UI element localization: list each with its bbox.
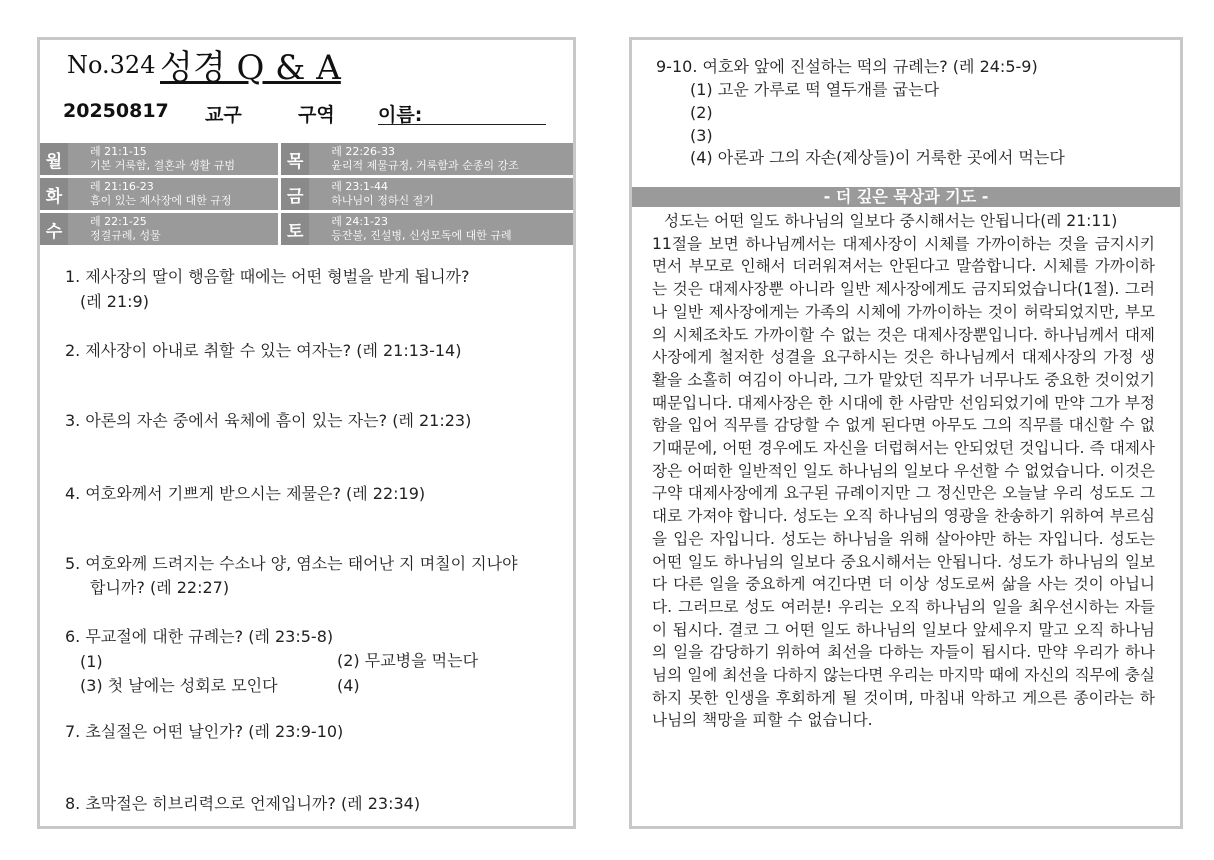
schedule-row <box>40 143 573 175</box>
question-5-cont: 합니까? (레 22:27) <box>90 578 230 597</box>
left-panel <box>37 37 576 829</box>
day-label: 월 <box>40 143 68 175</box>
schedule-cell: 레 22:26-33 윤리적 제물규정, 거룩함과 순종의 강조 <box>309 143 573 175</box>
day-label: 금 <box>281 178 309 210</box>
right-panel <box>629 37 1183 829</box>
question-9-item-3: (3) <box>690 126 713 145</box>
question-6: 6. 무교절에 대한 규례는? (레 23:5-8) <box>65 627 334 646</box>
date: 20250817 <box>63 100 169 122</box>
section-label: 구역 <box>298 104 335 126</box>
meditation-lead: 성도는 어떤 일도 하나님의 일보다 중시해서는 안됩니다(레 21:11) <box>664 212 1118 230</box>
page-title: 성경 Q & A <box>160 48 341 88</box>
schedule-cell: 레 24:1-23 등잔불, 진설병, 신성모독에 대한 규례 <box>309 213 573 245</box>
question-1-ref: (레 21:9) <box>80 292 149 311</box>
issue-number: No.324 <box>67 51 156 79</box>
day-label: 수 <box>40 213 68 245</box>
schedule-cell: 레 21:16-23 흠이 있는 제사장에 대한 규정 <box>68 178 278 210</box>
schedule-cell: 레 23:1-44 하나님이 정하신 절기 <box>309 178 573 210</box>
question-9: 9-10. 여호와 앞에 진설하는 떡의 규례는? (레 24:5-9) <box>656 57 1038 76</box>
question-9-item-4: (4) 아론과 그의 자손(제상들)이 거룩한 곳에서 먹는다 <box>690 148 1065 167</box>
meditation-body: 11절을 보면 하나님께서는 대제사장이 시체를 가까이하는 것을 금지시키면서 부모로 인해서 더러워져서는 안된다고 말씀합니다. 시체를 가까이하는 것은 대제사장뿐 아니라 일반 제사장에게도 금지되었습니다(1절). 그러나 일반 제사장에게는 가족의 시체에 가까이하는 것이 허락되었지만, 부모의 시체조차도 가까이할 수 없는 것은 대제사장뿐입니다. 하나님께서 대제사장에게 철저한 성결을 요구하시는 것은 하나님께서 대제사장의 가정 생활을 소홀히 여김이 아니라, 그가 맡았던 직무가 너무나도 중요한 것이었기 때문입니다. 대제사장은 한 시대에 한 사람만 선임되었기에 만약 그가 부정함을 입어 직무를 감당할 수 없게 된다면 아무도 그의 직무를 대신할 수 없기때문에, 어떤 경우에도 자신을 더럽혀서는 안되었던 것입니다. 즉 대제사장은 어떠한 일반적인 일도 하나님의 일보다 우선할 수 없었습니다. 이것은 구약 대제사장에게 요구된 규례이지만 그 정신만은 오늘날 우리 성도도 그대로 가져야 합니다. 성도는 오직 하나님의 영광을 찬송하기 위하여 부르심을 입은 자입니다. 성도는 하나님을 위해 살아야만 하는 자입니다. 성도는 어떤 일도 하나님의 일보다 중요시해서는 안됩니다. 성도가 하나님의 일보다 다른 일을 중요하게 여긴다면 더 이상 성도로써 삶을 사는 것이 아닙니다. 그러므로 성도 여러분! 우리는 오직 하나님의 일을 최우선시하는 자들이 됩시다. 결코 그 어떤 일도 하나님의 일보다 앞세우지 말고 오직 하나님의 일을 감당하기 위하여 최선을 다하는 자들이 됩시다. 만약 우리가 하나님의 일에 최선을 다하지 않는다면 우리는 마지막 때에 자신의 직무에 충실하지 못한 인생을 후회하게 될 것이며, 마침내 악하고 게으른 종이라는 하나님의 책망을 피할 수 없습니다. <box>652 234 1155 730</box>
question-5: 5. 여호와께 드려지는 수소나 양, 염소는 태어난 지 며칠이 지나야 <box>65 554 518 573</box>
schedule-row <box>40 178 573 210</box>
day-label: 목 <box>281 143 309 175</box>
question-8: 8. 초막절은 히브리력으로 언제입니까? (레 23:34) <box>65 794 421 813</box>
schedule-row <box>40 213 573 245</box>
question-4: 4. 여호와께서 기쁘게 받으시는 제물은? (레 22:19) <box>65 484 426 503</box>
day-label: 화 <box>40 178 68 210</box>
question-7: 7. 초실절은 어떤 날인가? (레 23:9-10) <box>65 722 344 741</box>
meditation-heading: - 더 깊은 묵상과 기도 - <box>632 187 1180 207</box>
question-6-item-3: (3) 첫 날에는 성회로 모인다 <box>80 676 278 695</box>
question-6-item-4: (4) <box>337 676 360 695</box>
question-9-item-1: (1) 고운 가루로 떡 열두개를 굽는다 <box>690 80 940 99</box>
day-label: 토 <box>281 213 309 245</box>
question-1: 1. 제사장의 딸이 행음할 때에는 어떤 형벌을 받게 됩니까? <box>65 267 470 286</box>
question-9-item-2: (2) <box>690 103 713 122</box>
schedule-cell: 레 21:1-15 기본 거룩함, 결혼과 생활 규범 <box>68 143 278 175</box>
reading-schedule <box>40 140 573 248</box>
question-6-item-1: (1) <box>80 652 103 671</box>
question-6-item-2: (2) 무교병을 먹는다 <box>337 651 479 670</box>
name-blank-line <box>378 124 546 125</box>
question-3: 3. 아론의 자손 중에서 육체에 흠이 있는 자는? (레 21:23) <box>65 411 472 430</box>
meditation-essay <box>652 210 1155 732</box>
schedule-cell: 레 22:1-25 정결규례, 성물 <box>68 213 278 245</box>
district-label: 교구 <box>205 104 242 126</box>
question-2: 2. 제사장이 아내로 취할 수 있는 여자는? (레 21:13-14) <box>65 341 462 360</box>
name-label: 이름: <box>378 104 423 126</box>
